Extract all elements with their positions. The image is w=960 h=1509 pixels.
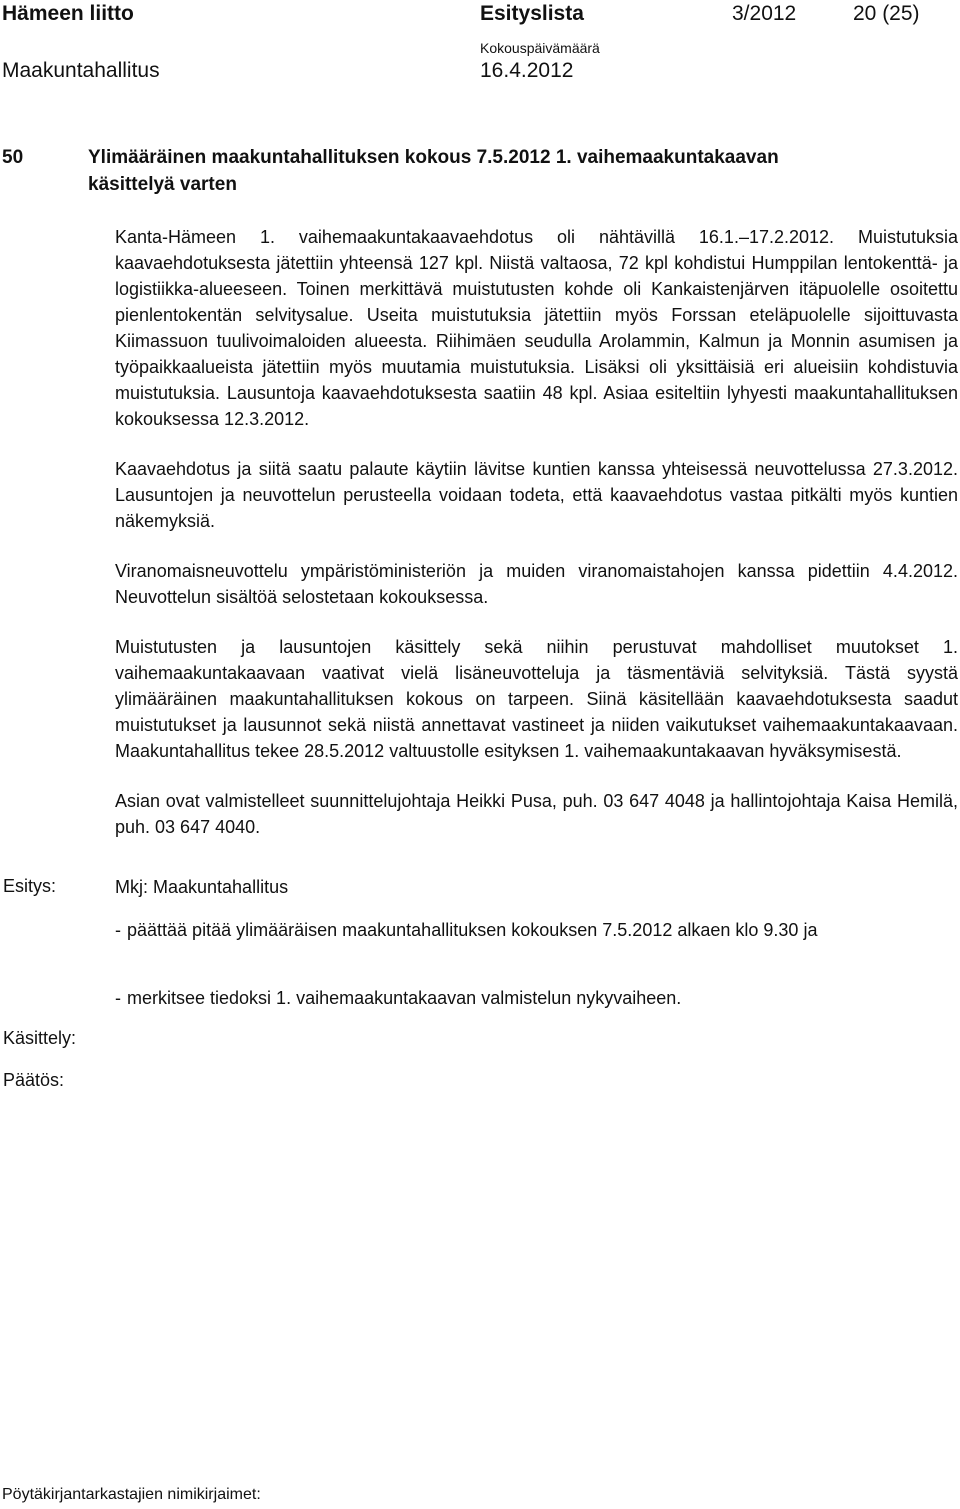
doc-type: Esityslista: [480, 2, 584, 25]
proposal-item-text: päättää pitää ylimääräisen maakuntahallituksen kokouksen 7.5.2012 alkaen klo 9.30 ja: [127, 920, 818, 940]
paragraph: Kanta-Hämeen 1. vaihemaakuntakaavaehdotus oli nähtävillä 16.1.–17.2.2012. Muistutuksia kaavaehdotuksesta jätettiin yhteensä 127 kpl. Niistä valtaosa, 72 kpl kohdistui Humppilan lentokenttä- ja logistiikka-alueeseen. Toinen merkittävä muistutusten kohde oli Kankaistenjärven itäpuolelle osoitettu pienlentokentän selvitysalue. Useita muistutuksia jätettiin myös Forssan eteläpuolelle sijoittuvasta Kiimassuon tuulivoimaloiden alueesta. Riihimäen seudulla Arolammin, Kalmun ja Monnin asumisen ja työpaikkaalueista jätettiin myös muutamia muistutuksia. Lisäksi oli yksittäisiä eri alueisiin kohdistuvia muistutuksia. Lausuntoja kaavaehdotuksesta saatiin 48 kpl. Asiaa esiteltiin lyhyesti maakuntahallituksen kokouksessa 12.3.2012.: [115, 227, 958, 429]
doc-number: 3/2012: [732, 2, 797, 25]
decision-label: Päätös:: [3, 1070, 65, 1090]
meeting-date: 16.4.2012: [480, 59, 574, 82]
paragraph: Viranomaisneuvottelu ympäristöministeriön ja muiden viranomaistahojen kanssa pidettiin 4.4.2012. Neuvottelun sisältöä selostetaan kokouksessa.: [115, 561, 958, 607]
processing-label: Käsittely:: [3, 1028, 77, 1048]
list-dash: -: [115, 920, 121, 940]
page-number: 20 (25): [853, 2, 920, 25]
proposal-label: Esitys:: [3, 876, 57, 896]
item-number: 50: [2, 147, 24, 168]
paragraph: Kaavaehdotus ja siitä saatu palaute käytiin lävitse kuntien kanssa yhteisessä neuvottelussa 27.3.2012. Lausuntojen ja neuvottelun perusteella voidaan todeta, että kaavaehdotus vastaa pitkälti myös kuntien näkemyksiä.: [115, 459, 958, 531]
paragraph: Asian ovat valmistelleet suunnittelujohtaja Heikki Pusa, puh. 03 647 4048 ja hallintojohtaja Kaisa Hemilä, puh. 03 647 4040.: [115, 791, 958, 837]
list-dash: -: [115, 988, 121, 1008]
proposal-presenter: Mkj: Maakuntahallitus: [115, 877, 289, 897]
item-body: [115, 224, 958, 864]
date-label: Kokouspäivämäärä: [480, 40, 600, 56]
proposal-item-text: merkitsee tiedoksi 1. vaihemaakuntakaavan valmistelun nykyvaiheen.: [127, 988, 682, 1008]
item-title: Ylimääräinen maakuntahallituksen kokous 7.5.2012 1. vaihemaakuntakaavan käsittelyä varten: [88, 147, 779, 195]
paragraph: Muistutusten ja lausuntojen käsittely sekä niihin perustuvat mahdolliset muutokset 1. vaihemaakuntakaavaan vaativat vielä lisäneuvotteluja ja täsmentäviä selvityksiä. Tästä syystä ylimääräinen maakuntahallituksen kokous on tarpeen. Siinä käsitellään kaavaehdotuksesta saadut muistutukset ja lausunnot sekä niistä annettavat vastineet ja niiden vaikutukset vaihemaakuntakaavaan. Maakuntahallitus tekee 28.5.2012 valtuustolle esityksen 1. vaihemaakuntakaavan hyväksymisestä.: [115, 637, 958, 761]
proposal-item: [115, 985, 958, 1011]
proposal-item: [115, 917, 958, 943]
body-name: Maakuntahallitus: [2, 59, 160, 82]
org-name: Hämeen liitto: [2, 2, 134, 25]
signature-footer: Pöytäkirjantarkastajien nimikirjaimet:: [2, 1486, 261, 1503]
